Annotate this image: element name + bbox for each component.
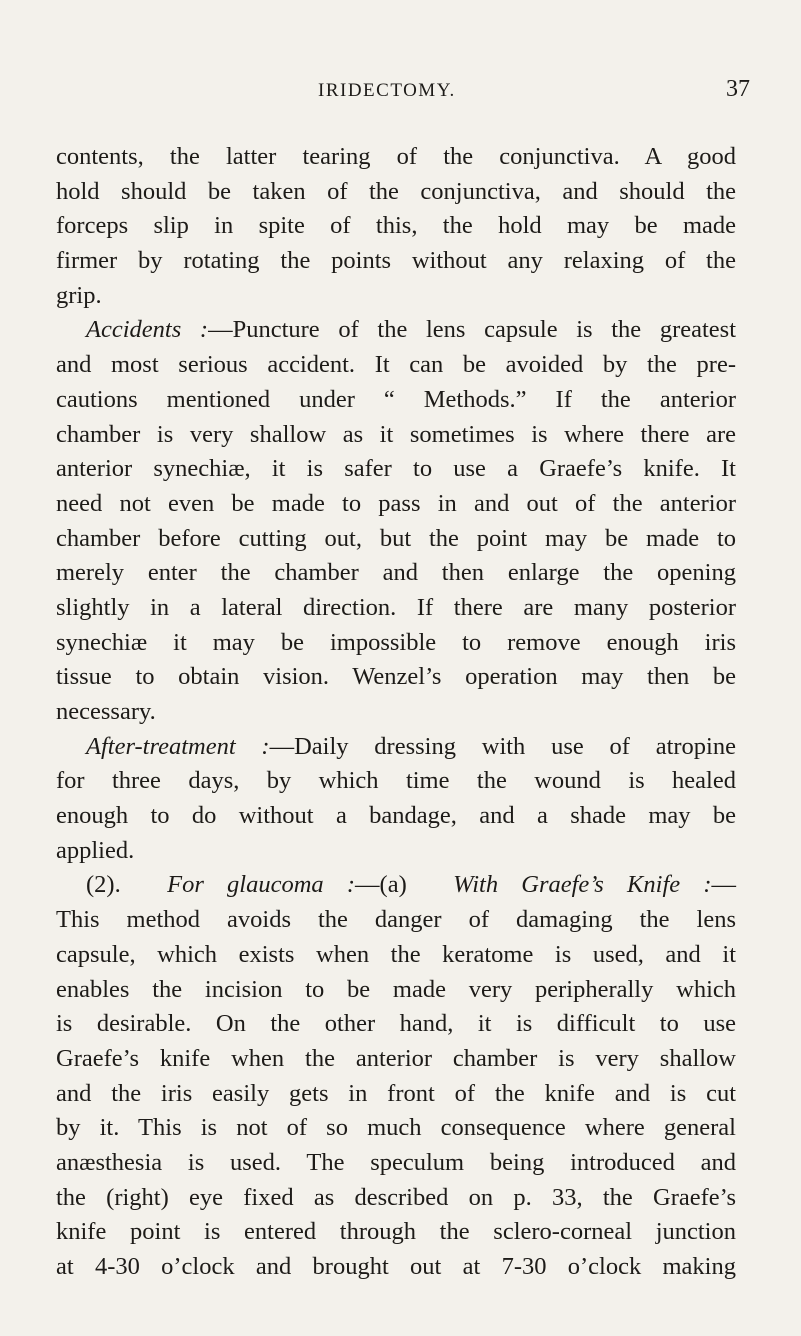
text-line: the (right) eye fixed as described on p. 33, the Graefe’s (56, 1183, 736, 1211)
text-line: merely enter the chamber and then enlarge the opening (56, 559, 736, 587)
text-line: slightly in a lateral direction. If there are many posterior (56, 593, 736, 621)
text-line: knife point is entered through the sclero-corneal junction (56, 1218, 736, 1246)
text-line: Graefe’s knife when the anterior chamber is very shallow (56, 1044, 736, 1072)
text-line: synechiæ it may be impossible to remove enough iris (56, 628, 736, 656)
text-line: by it. This is not of so much consequence where general (56, 1114, 736, 1142)
text-line: tissue to obtain vision. Wenzel’s operation may then be (56, 663, 736, 691)
text-line: is desirable. On the other hand, it is difficult to use (56, 1010, 736, 1038)
text-line: firmer by rotating the points without any relaxing of the (56, 247, 736, 275)
section-heading-graefes-knife: With Graefe’s Knife : (453, 871, 712, 899)
text-line: chamber before cutting out, but the point may be made to (56, 524, 736, 552)
running-head: IRIDECTOMY. (318, 80, 456, 101)
text-line: chamber is very shallow as it sometimes is where there are (56, 420, 736, 448)
text-line: and the iris easily gets in front of the knife and is cut (56, 1079, 736, 1107)
section-heading-accidents: Accidents : (86, 316, 209, 344)
body-text (56, 140, 736, 1285)
text-line: anæsthesia is used. The speculum being introduced and (56, 1148, 736, 1176)
page-number: 37 (726, 76, 750, 102)
text-line: (2). For glaucoma :—(a) With Graefe’s Knife :— (86, 871, 736, 899)
text-line: enables the incision to be made very peripherally which (56, 975, 736, 1003)
page-header (0, 76, 801, 110)
text-line: and most serious accident. It can be avoided by the pre- (56, 351, 736, 379)
text-line: anterior synechiæ, it is safer to use a Graefe’s knife. It (56, 455, 736, 483)
text-line: grip. (56, 281, 102, 309)
section-heading-after-treatment: After-treatment : (86, 732, 270, 760)
text-line: contents, the latter tearing of the conjunctiva. A good (56, 143, 736, 170)
text-line: applied. (56, 836, 135, 864)
text-line: need not even be made to pass in and out of the anterior (56, 489, 736, 517)
text-line: This method avoids the danger of damaging the lens (56, 906, 736, 934)
text-line: enough to do without a bandage, and a shade may be (56, 802, 736, 830)
text-line: After-treatment :—Daily dressing with use of atropine (86, 732, 736, 760)
text-line: for three days, by which time the wound is healed (56, 767, 736, 795)
section-heading-glaucoma: For glaucoma : (167, 871, 356, 899)
text-line: cautions mentioned under “ Methods.” If the anterior (56, 385, 736, 413)
text-line: forceps slip in spite of this, the hold may be made (56, 212, 736, 240)
text-line: necessary. (56, 698, 156, 725)
text-line: capsule, which exists when the keratome is used, and it (56, 940, 736, 968)
text-line: at 4-30 o’clock and brought out at 7-30 o’clock making (56, 1253, 736, 1280)
text-line: hold should be taken of the conjunctiva, and should the (56, 177, 736, 205)
text-line: Accidents :—Puncture of the lens capsule is the greatest (86, 316, 736, 344)
